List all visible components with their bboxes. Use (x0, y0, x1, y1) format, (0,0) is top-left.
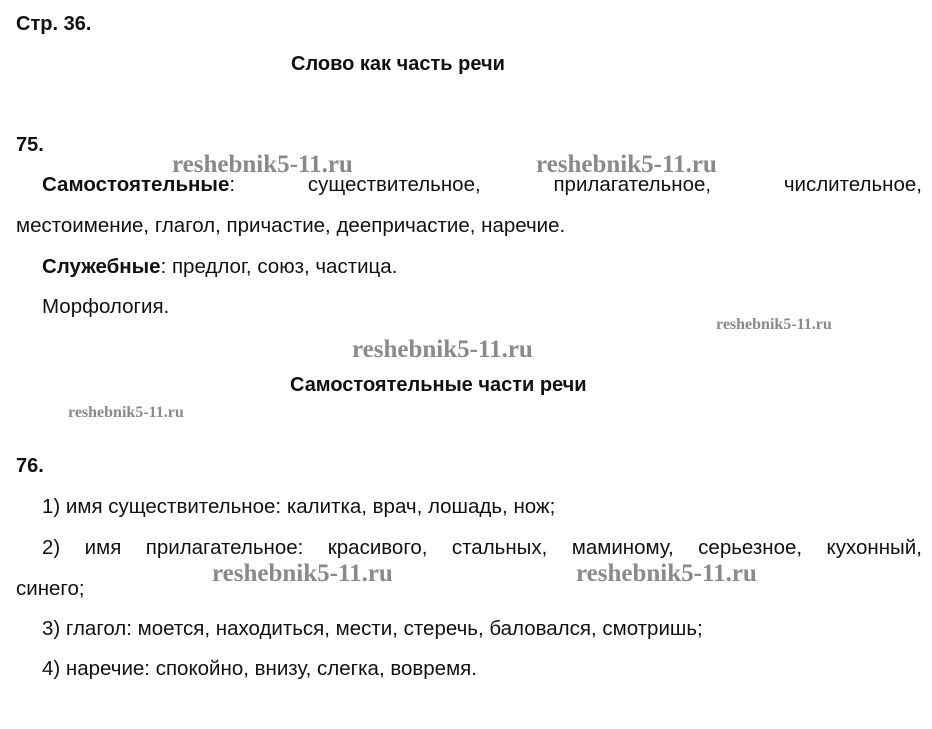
exercise-number-76: 76. (16, 455, 44, 477)
watermark: reshebnik5-11.ru (212, 560, 393, 587)
ex76-word: прилагательное: (145, 536, 304, 559)
ex76-word: серьезное, (698, 536, 803, 559)
ex75-line2: местоимение, глагол, причастие, деепричастие, наречие. (16, 214, 566, 237)
ex76-word: стальных, (451, 536, 548, 559)
exercise-number-75: 75. (16, 134, 44, 156)
watermark: reshebnik5-11.ru (68, 404, 184, 421)
section-title-word-as-part-of-speech: Слово как часть речи (291, 53, 505, 75)
watermark: reshebnik5-11.ru (536, 151, 717, 178)
ex76-item-3: 3) глагол: моется, находиться, мести, стеречь, баловался, смотришь; (42, 617, 703, 640)
watermark: reshebnik5-11.ru (576, 560, 757, 587)
watermark: reshebnik5-11.ru (172, 151, 353, 178)
ex75-independent-label: Самостоятельные: (42, 173, 236, 196)
ex76-word: имя (84, 536, 122, 559)
ex75-line4: Морфология. (42, 295, 170, 318)
ex75-word: числительное, (783, 173, 922, 196)
watermark: reshebnik5-11.ru (352, 336, 533, 363)
ex75-word: существительное, (307, 173, 481, 196)
ex76-item-4: 4) наречие: спокойно, внизу, слегка, вовремя. (42, 657, 477, 680)
ex76-word: кухонный, (826, 536, 922, 559)
page-label: Стр. 36. (16, 13, 92, 35)
ex76-item-1: 1) имя существительное: калитка, врач, лошадь, нож; (42, 495, 556, 518)
watermark: reshebnik5-11.ru (716, 316, 832, 333)
ex76-item-2 (42, 536, 922, 560)
ex76-word: красивого, (327, 536, 428, 559)
ex76-item-2-continuation: синего; (16, 577, 85, 600)
ex76-word: 2) (42, 536, 61, 559)
ex75-word: прилагательное, (553, 173, 712, 196)
section-title-independent-parts: Самостоятельные части речи (290, 374, 587, 396)
ex75-auxiliary-label: Служебные (42, 255, 161, 278)
ex76-word: маминому, (571, 536, 674, 559)
ex75-line3: Служебные: предлог, союз, частица. (42, 255, 398, 278)
